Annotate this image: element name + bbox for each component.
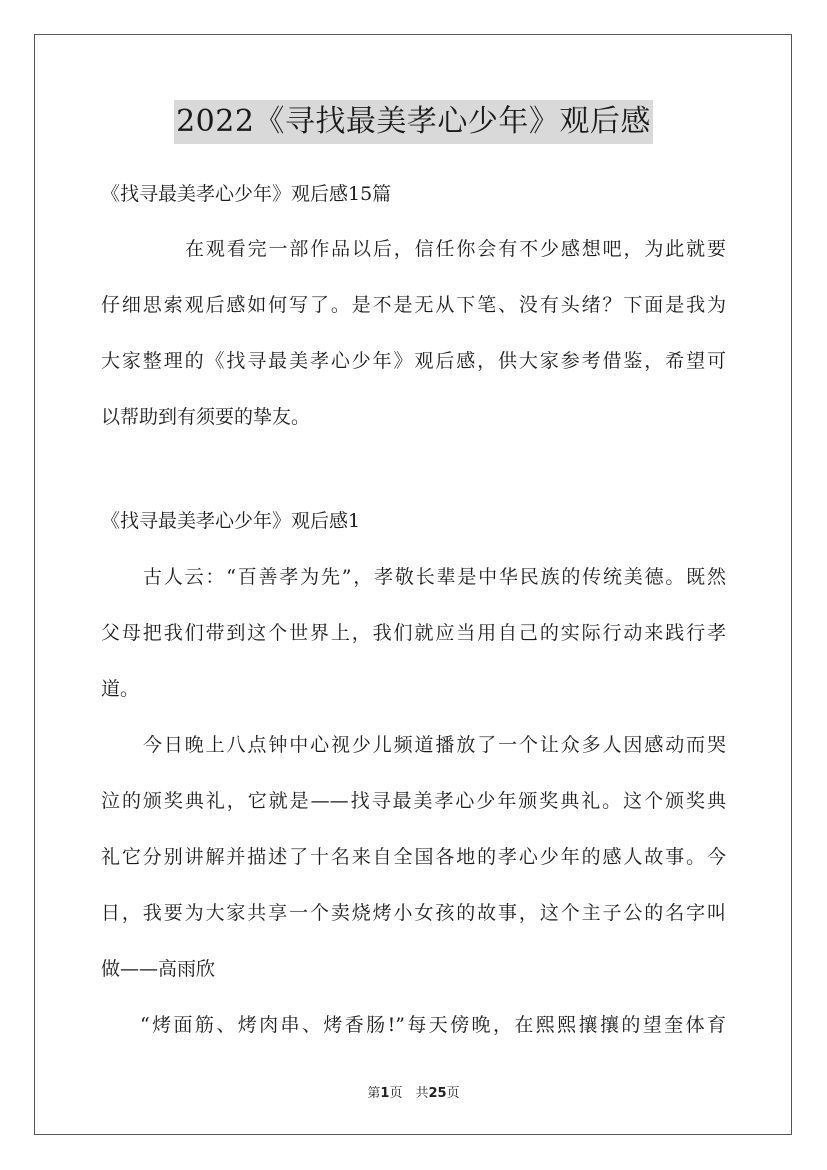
footer-page-current: 1 bbox=[380, 1086, 390, 1101]
intro-line-1: 在观看完一部作品以后，信任你会有不少感想吧，为此就要 bbox=[185, 238, 726, 260]
subtitle: 《找寻最美孝心少年》观后感15篇 bbox=[101, 183, 392, 205]
document-title: 2022《寻找最美孝心少年》观后感 bbox=[174, 100, 653, 144]
intro-line-4: 以帮助到有须要的挚友。 bbox=[101, 406, 311, 428]
para1-line-2: 父母把我们带到这个世界上，我们就应当用自己的实际行动来践行孝 bbox=[101, 622, 726, 644]
intro-line-3: 大家整理的《找寻最美孝心少年》观后感，供大家参考借鉴，希望可 bbox=[101, 350, 726, 372]
para2-line-2: 泣的颁奖典礼，它就是——找寻最美孝心少年颁奖典礼。这个颁奖典 bbox=[101, 790, 726, 812]
title-wrap bbox=[0, 100, 827, 144]
page-footer bbox=[0, 1082, 827, 1101]
para3-line-1: “烤面筋、烤肉串、烤香肠!”每天傍晚，在熙熙攘攘的望奎体育 bbox=[140, 1014, 726, 1036]
section-heading: 《找寻最美孝心少年》观后感1 bbox=[101, 510, 361, 532]
para1-line-3: 道。 bbox=[101, 678, 140, 700]
para2-line-5: 做——高雨欣 bbox=[101, 958, 216, 980]
footer-page-total: 25 bbox=[428, 1086, 447, 1101]
footer-suffix: 页 bbox=[446, 1086, 460, 1101]
para2-line-1: 今日晚上八点钟中心视少儿频道播放了一个让众多人因感动而哭 bbox=[143, 734, 726, 756]
para2-line-3: 礼它分别讲解并描述了十名来自全国各地的孝心少年的感人故事。今 bbox=[101, 846, 726, 868]
para2-line-4: 日，我要为大家共享一个卖烧烤小女孩的故事，这个主子公的名字叫 bbox=[101, 902, 726, 924]
footer-mid: 页 共 bbox=[389, 1086, 429, 1101]
para1-line-1: 古人云：“百善孝为先”，孝敬长辈是中华民族的传统美德。既然 bbox=[143, 566, 726, 588]
footer-prefix: 第 bbox=[367, 1086, 381, 1101]
intro-line-2: 仔细思索观后感如何写了。是不是无从下笔、没有头绪？下面是我为 bbox=[101, 294, 726, 316]
